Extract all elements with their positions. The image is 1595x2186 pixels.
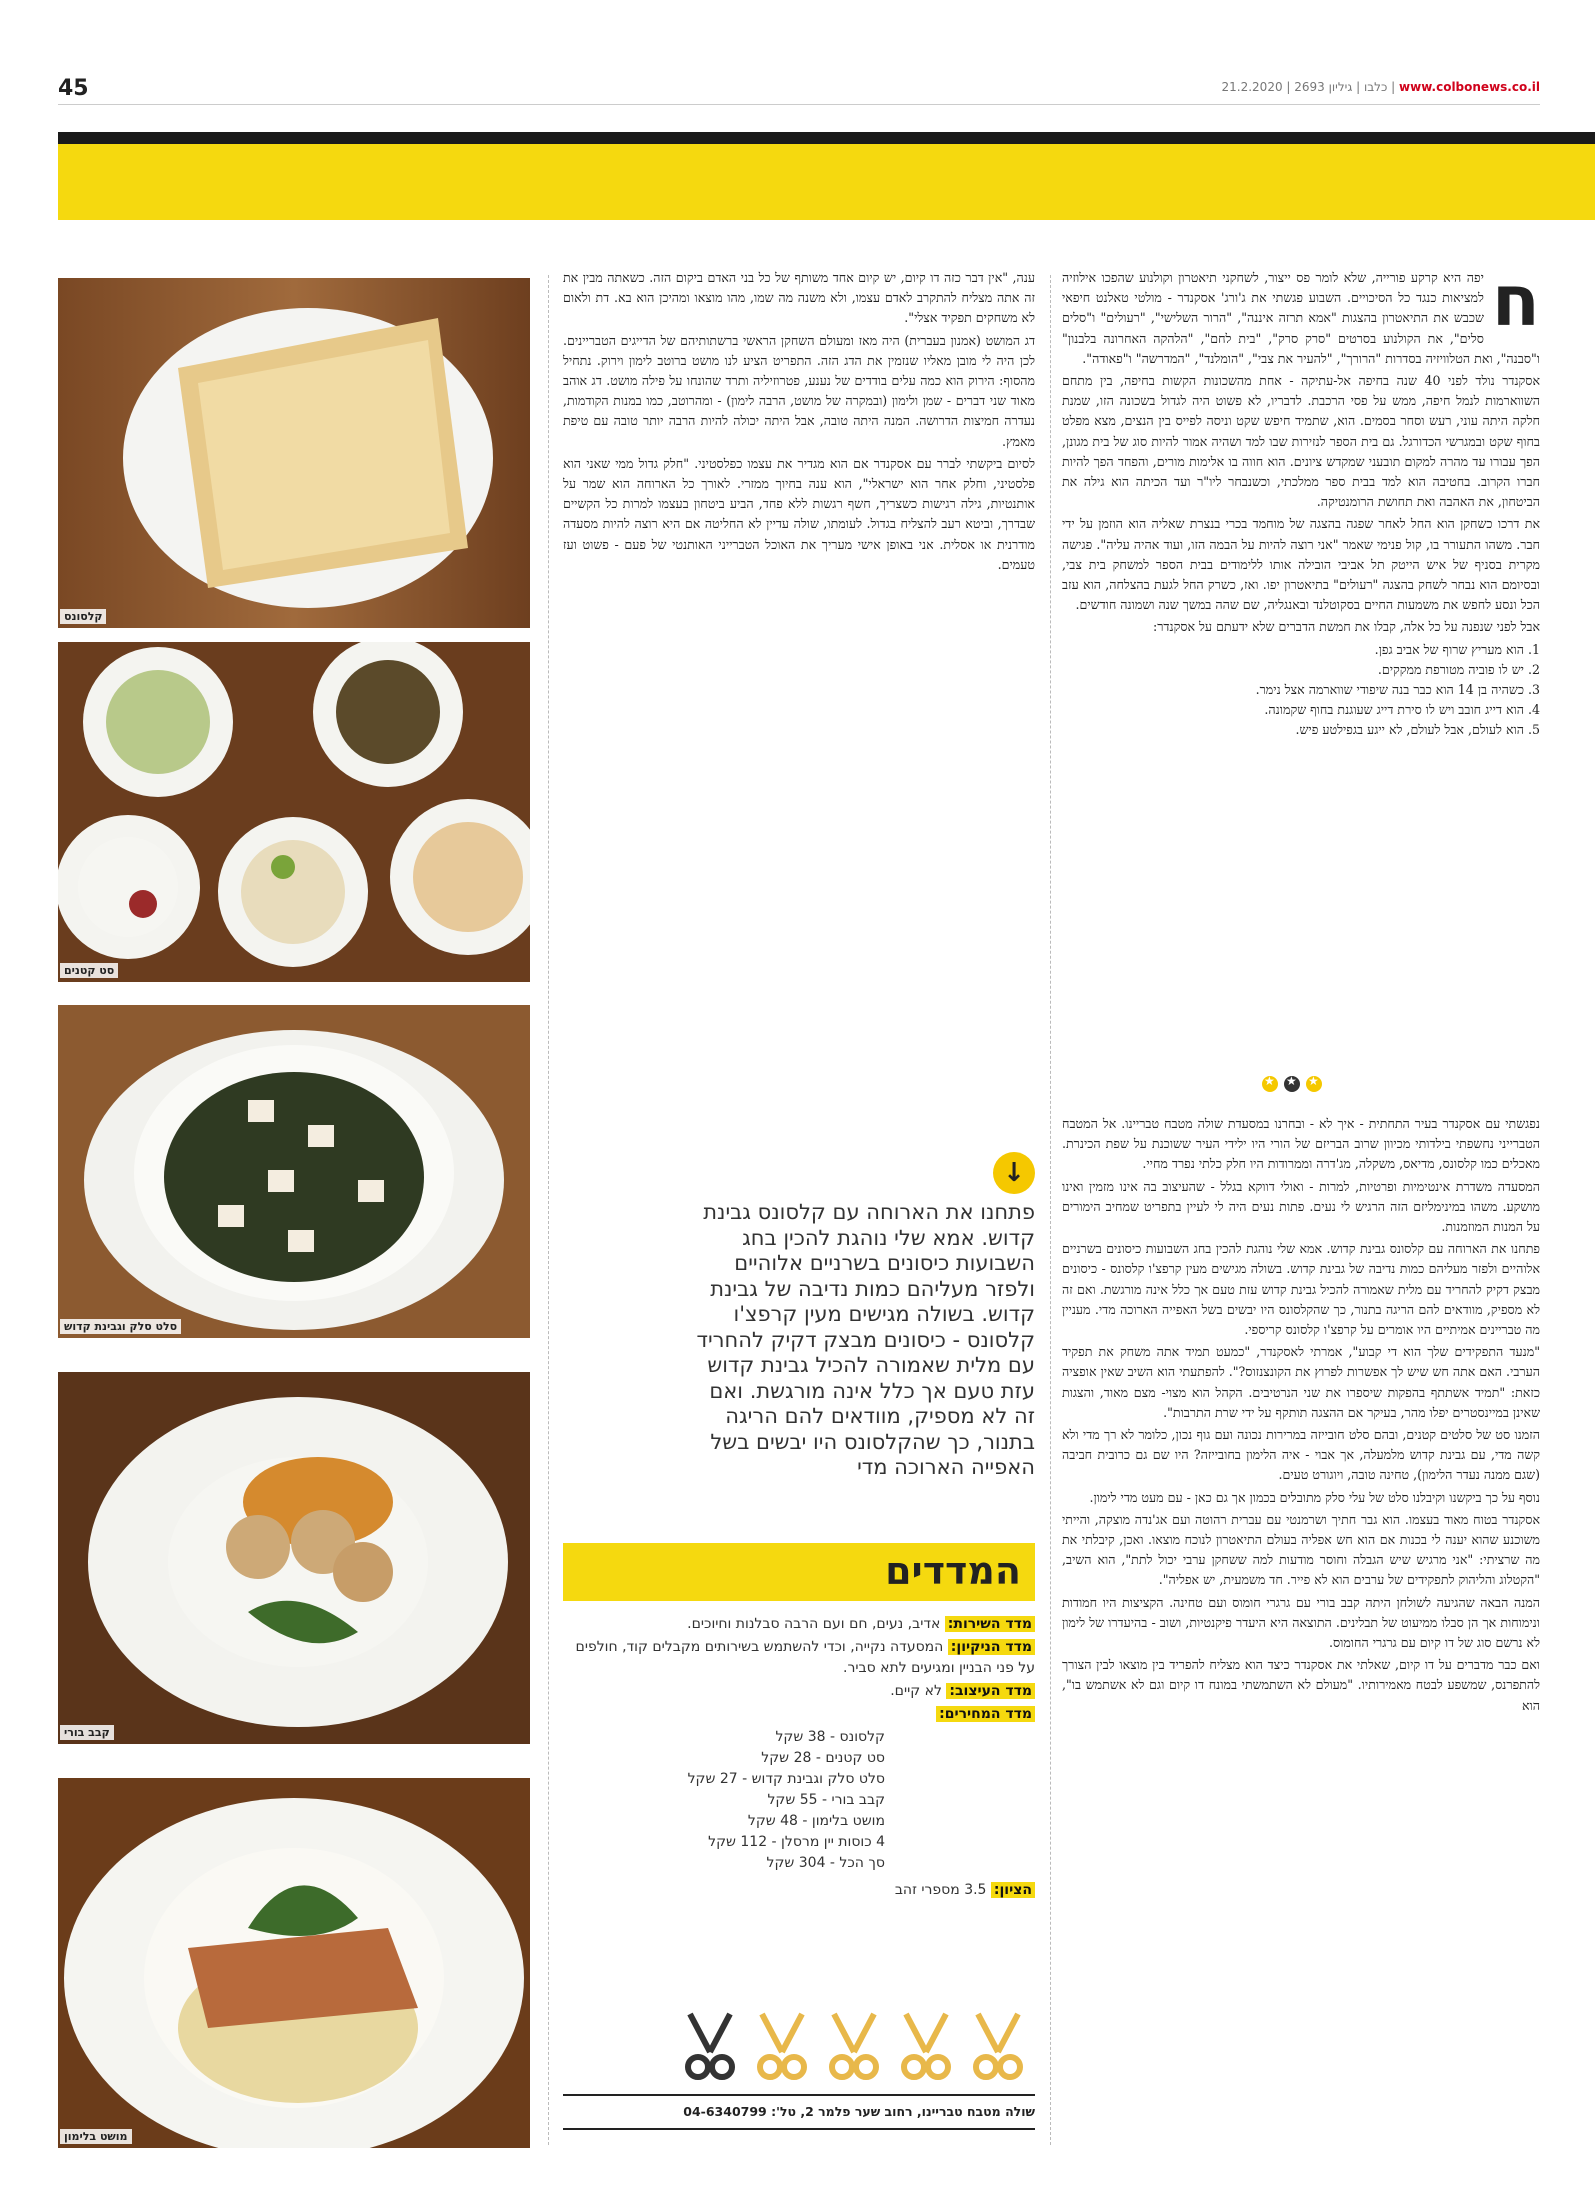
musht-lemon-image [58,1778,530,2148]
rating-label: מדד המחירים: [936,1706,1035,1722]
article-right-column-lower [1062,1114,1540,2154]
rating-text: לא קיים. [890,1683,942,1699]
scissors-icon [752,2012,812,2082]
restaurant-address: שולה מטבח טבריינו, רחוב שער פלמר 2, טל': 04-6340799 [683,2104,1035,2119]
price-line: קבב בורי - 55 שקל [767,1792,885,1808]
scissors-rating [680,2012,1028,2082]
arrow-down-icon: ↓ [993,1152,1035,1194]
star-icon [1284,1076,1300,1092]
drop-cap: ח [1491,268,1540,342]
article-paragraph: לסיום ביקשתי לברר עם אסקנדר אם הוא מגדיר את עצמו כפלסטיני. "חלק גדול ממי שאני הוא פלסטיני, וחלק אחר הוא ישראלי", הוא ענה בחיוך ממזרי. לאורך כל הארוחה הוא שמר על אותנטיות, גילה רגישות כשצריך, חשף רגשות ללא פחד, הביע ביטחון בעצמו למרות כל הקשיים שבדרך, וביטא רעב להצליח בגדול. לעומתו, שולה עדיין לא החליטה אם היא רוצה להיות מסעדה מודרנית או אסלית. אני באופן אישי מעריך את האוכל הטברייני האותנטי של פעם - פשוט ועז טעמים. [563,455,1035,572]
ratings-box-header [563,1543,1035,1601]
price-line: קלסונס - 38 שקל [775,1729,885,1745]
site-url[interactable]: www.colbonews.co.il [1399,80,1540,94]
article-paragraph: נפגשתי עם אסקנדר בעיר התחתית - איך לא - ובחרנו במסעדת שולה מטבח טבריינו. אל המטבח הטברייני נחשפתי בילדותי מכיוון שרוב הבריזם של הורי היו ילידי העיר ששוכנת על שפת הכינרת. מאכלים כמו קלסונס, מדיאס, משקלה, מג'דרה וממרודות היו חלק כלתי נפרד מחיי. [1062,1116,1540,1172]
photo-kabab-bouri [58,1372,530,1744]
article-paragraph: ואם כבר מדברים על דו קיום, שאלתי את אסקנדר כיצד הוא מצליח להפריד בין מוצאו לבין הצורך להתפרנס, שמשפע לבטח מאמירותיו. "מעולם לא השתמשתי במונח דו קיום וגם לא אשתמש בו", הוא [1062,1657,1540,1713]
photo-caption: מושט בלימון [60,2129,132,2144]
article-paragraph: הזמנו סט של סלטים קטנים, ובהם סלט חובייזה במרירות נכונה ועם גוף נכון, כלומר לא רך מדי ולא קשה מדי, עם גבינת קדוש מלמעלה, אך אבוי - איה הלימון בחובייזה? היו שם גם כרובית חביבה (שגם ממנה נעדר הלימון), טחינה טובה, ויוגורט טעים. [1062,1427,1540,1483]
article-paragraph: אבל לפני שנפנה על כל אלה, קבלו את חמשת הדברים שלא ידעתם על אסקנדר: [1153,619,1540,635]
article-right-column [1062,268,1540,1054]
scissors-icon [968,2012,1028,2082]
photo-caption: סלט סלק וגבינת קדוש [60,1319,181,1334]
small-set-image [58,642,530,982]
article-paragraph: יפה היא קרקע פורייה, שלא לומר פס ייצור, לשחקני תיאטרון וקולנוע שהפכו אילוזיה למציאות כנגד כל הסיכויים. השבוע פגשתי את ג'ורג' אסקנדר - מולטי טאלנט חיפאי שכבש את התיאטרון בהצגות "אמא תרזה איננה", "הרור השלישי", "רעולים" ו"סלים סלים", את הקולנוע בסרטים "סרק סרק", "בית לחם", "הלהקה האחרונה בלבנון" ו"סבנה", ואת הטלוויזיה בסדרות "הרורך", "להעיר את צבי", "הומלנד", "המדרשה" ו"פאודה". [1062,270,1540,366]
scissors-icon [824,2012,884,2082]
list-item: 2. יש לו פוביה מטורפת ממקקים. [1377,661,1540,677]
rating-score [563,1880,1035,1901]
article-paragraph: המנה הבאה שהגיעה לשולחן היתה קבב בורי עם גרגרי חומוס ועם טחינה. הקציצות היו חמודות ונימוחות אך הן סבלו ממיעוט של תבלינים. התוצאה היא היעדר פיקנטיות, ושוב - בהיעדרו של לימון לא נרשם סוג של דו קיום עם גרגרי החומוס. [1062,1594,1540,1651]
list-item: 5. הוא לעולם, אבל לעולם, לא ייגע בגפילטע פיש. [1295,722,1540,738]
address-rule-top [563,2094,1035,2096]
rating-cleanliness [563,1637,1035,1679]
rating-label: מדד העיצוב: [946,1683,1035,1699]
article-paragraph: אסקנדר בטוח מאוד בעצמו. הוא גבר חתיך ושרמנטי עם עברית רהוטה ועם אג'נדה מוצקה, והייתי משוכנע שהוא יענה לי בכנות אם הוא חש אפליה בעולם התיאטרון לנוכח מוצאו. ואכן, קיבלתי את מה שרציתי: "אני מרגיש שיש הגבלה וחוסר מודעות למה ששחקן ערבי יכול לתת", הוא השיב, "הקטלוג והליהוק לתפקידים של ערבים הוא לא פייר. חד משמעית, יש אפליה". [1062,1511,1540,1588]
rating-service [563,1614,1035,1635]
price-line: 4 כוסות יין מרסלן - 112 שקל [708,1834,885,1850]
article-paragraph: פתחנו את הארוחה עם קלסונס גבינת קדוש. אמא שלי נוהגת להכין בחג השבועות כיסונים בשרניים אלוהיים ולפזר מעליהם כמות נדיבה של גבינת קדוש. בשולה מגישים מעין קרפצ'ו קלסונס - כיסונים מבצק דקיק להחריד עם מלית שאמורה להכיל גבינת קדוש עזת טעם אך כלל אינה מורגשת. ואם זה לא מספיק, מוודאים להם הריגה בתנור, כך שהקלסונס היו יבשים בשל האפייה הארוכה מדי. מעניין מה טבריינים אמיתיים היו אומרים על קרפצ'ו קלסונס קריספי. [1062,1241,1540,1338]
running-header: www.colbonews.co.il | כלבו | גיליון 2693 | 21.2.2020 [1221,80,1540,94]
rating-label: הציון: [991,1882,1035,1898]
beet-salad-image [58,1005,530,1338]
issue-info: כלבו | גיליון 2693 | 21.2.2020 [1221,80,1388,94]
article-paragraph: ענה, "אין דבר כזה דו קיום, יש קיום אחד משותף של כל בני האדם ביקום הזה. כשאתה מבין את זה אתה מצליח להתקרב לאדם עצמו, ולא משנה מה שמו, מהו מוצאו ומהיכן הוא בא. דת ולאום לא משחקים תפקיד אצלי". [563,270,1035,326]
scissors-icon [680,2012,740,2082]
article-paragraph: נוסף על כך ביקשנו וקיבלנו סלט של עלי סלק מתובלים בכמון אך גם כאן - עם מעט מדי לימון. [1089,1489,1540,1505]
yellow-band [58,144,1595,220]
photo-caption: סט קטנים [60,963,118,978]
article-paragraph: "מנעד התפקידים שלך הוא די קבוע", אמרתי לאסקנדר, "כמעט תמיד אתה משחק את תפקיד הערבי. האם אתה חש שיש לך אפשרות לפרוץ את הקונצנזוס?". להפתעתי הוא השיב שאין אופציה כזאת: "תמיד אשתתף בהפקות שיספרו את שני הנרטיבים. הקהל הוא מצוי- מצם מאוד, והצגות שאינן במיינסטרים יפלו מהר, בעיקר אם ההצגה תותקף על ידי שרת התרבות". [1062,1344,1540,1420]
price-line: סך הכל - 304 שקל [766,1855,885,1871]
page-number: 45 [58,76,89,101]
star-icon [1306,1076,1322,1092]
photo-kalsons [58,278,530,628]
header-rule [58,104,1540,105]
list-item: 4. הוא דייג חובב ויש לו סירת דייג שעוגנת בחוף שקמונה. [1264,702,1540,718]
article-paragraph: אסקנדר נולד לפני 40 שנה בחיפה אל-עתיקה - אחת מהשכונות הקשות בחיפה, בין מתחם השווארמות לנמל חיפה, ממש על פסי הרכבת. לדבריו, לא פשוט היה לגדול בשכונה הזו, שמנת חלקה היתה עוני, רעש וסחר בסמים. הוא, שתמיד חיפש שקט וניסה לפייס בין הנצים, מצא מפלט בחוף שקט ובמגרשי הכדורגל. גם בית הספר לנזירות שבו למד ושהיה אמור להיות סוג של בית מגונן, הפך עבורו עד מהרה למקום תובעני שמקדש ציונים. הוא חווה בו אלימות מורים, והפחד הפך להיות חברו הקרוב. בחטיבה הוא למד בבית ספר ממלכתי, וכשנבחר ליו"ר ועד הכיתה הוא גילה את הביטחון, את האהבה ואת תחושת הרומנטיקה. [1062,373,1540,510]
address-rule-bottom [563,2128,1035,2130]
rating-label: מדד הניקיון: [948,1639,1035,1655]
article-paragraph: המסעדה משדרת אינטימיות ופרטיות, למרות - ואולי דווקא בגלל - שהעיצוב בה אינו מזמין ואינו מושקע. משהו במינימליזם הזה הרגיש לי נעים. פתות נעים היה לי לעיין בתפריט שמחיב הימורים על המנות המוזמנות. [1062,1178,1540,1235]
ratings-box [563,1614,1035,1903]
price-line: סט קטנים - 28 שקל [761,1750,885,1766]
five-things-list [1062,640,1540,741]
section-divider-stars [1262,1076,1332,1092]
article-paragraph: דג המושט (אמנון בעברית) היה מאז ומעולם השחקן הראשי ברשתותיהם של הדייגים הטבריינים. לכן היה לי מובן מאליו שנזמין את הדג הזה. התפריט הציע לנו מושט ברוטב לימון וירוק. נתחיל מהסוף: הירוק הוא כמה עלים בודדים של נענע, פטרוזיליה ותרד שהונחו על פילה מושט. דג אוהב מאוד שני דברים - שמן ולימון (ובמקרה של מושט, הרבה לימון) - ומהרוטב, כמו במנות הקודמות, נעדרה חמיצות הדרושה. המנה היתה טובה, אבל היתה יכולה להיות הרבה יותר טובה עם טיפת מאמץ. [563,332,1035,449]
pull-quote: פתחנו את הארוחה עם קלסונס גבינת קדוש. אמא שלי נוהגת להכין בחג השבועות כיסונים בשרניים אלוהיים ולפזר מעליהם כמות נדיבה של גבינת קדוש. בשולה מגישים מעין קרפצ'ו קלסונס - כיסונים מבצק דקיק להחריד עם מלית שאמורה להכיל גבינת קדוש עזת טעם אך כלל אינה מורגשת. ואם זה לא מספיק, מוודאים להם הריגה בתנור, כך שהקלסונס היו יבשים בשל האפייה הארוכה מדי [696,1200,1035,1479]
rating-design [563,1681,1035,1702]
star-icon [1262,1076,1278,1092]
article-paragraph: את דרכו כשחקן הוא החל לאחר שפגה בהצגה של מוחמד בכרי בנצרת שאליה הוא הוזמן על ידי חבר. משהו התעורר בו, קול פנימי שאמר "אני רוצה להיות על הבמה הזו, ועוד אהיה עליה". פגישה מקרית בסניף של איש הייטק תל אביבי הובילה אותו ללימודים בבית הספר למשחק בית צבי, ובסיומם הוא נבחר לשחק בהצגה "רעולים" בתיאטרון יפו. ואז, כשרק החל לגעת בהצלחה, הוא עזב הכל ונסע לחפש את משמעות החיים בסקוטלנד ובאנגליה, שם שהה במשך שנה ושמונה חודשים. [1062,516,1540,613]
price-line: מושט בלימון - 48 שקל [747,1813,885,1829]
photo-musht-lemon [58,1778,530,2148]
rating-prices [563,1704,1035,1725]
list-item: 3. כשהיה בן 14 הוא כבר בנה שיפודי שווארמה אצל נימר. [1255,682,1540,698]
price-line: סלט סלק וגבינת קדוש - 27 שקל [687,1771,885,1787]
rating-text: אדיב, נעים, חם ועם הרבה סבלנות וחיוכים. [687,1616,941,1632]
scissors-icon [896,2012,956,2082]
photo-small-set [58,642,530,982]
ratings-title: המדדים [885,1549,1021,1593]
rating-label: מדד השירות: [945,1616,1035,1632]
photo-caption: קבב בורי [60,1725,114,1740]
rating-text: המסעדה נקייה, וכדי להשתמש בשירותים מקבלים קוד, חולפים על פני הבניין ומגיעים לתא סביר. [575,1639,1035,1676]
article-middle-column [563,268,1035,768]
column-rule-right [1050,275,1051,2145]
kabab-bouri-image [58,1372,530,1744]
photo-beet-salad [58,1005,530,1338]
kalsons-image [58,278,530,628]
column-rule-left [548,275,549,2145]
rating-text: 3.5 מספרי זהב [894,1882,987,1898]
black-bar [58,132,1595,144]
photo-caption: קלסונס [60,609,106,624]
list-item: 1. הוא מעריץ שרוף של אביב גפן. [1374,641,1540,657]
